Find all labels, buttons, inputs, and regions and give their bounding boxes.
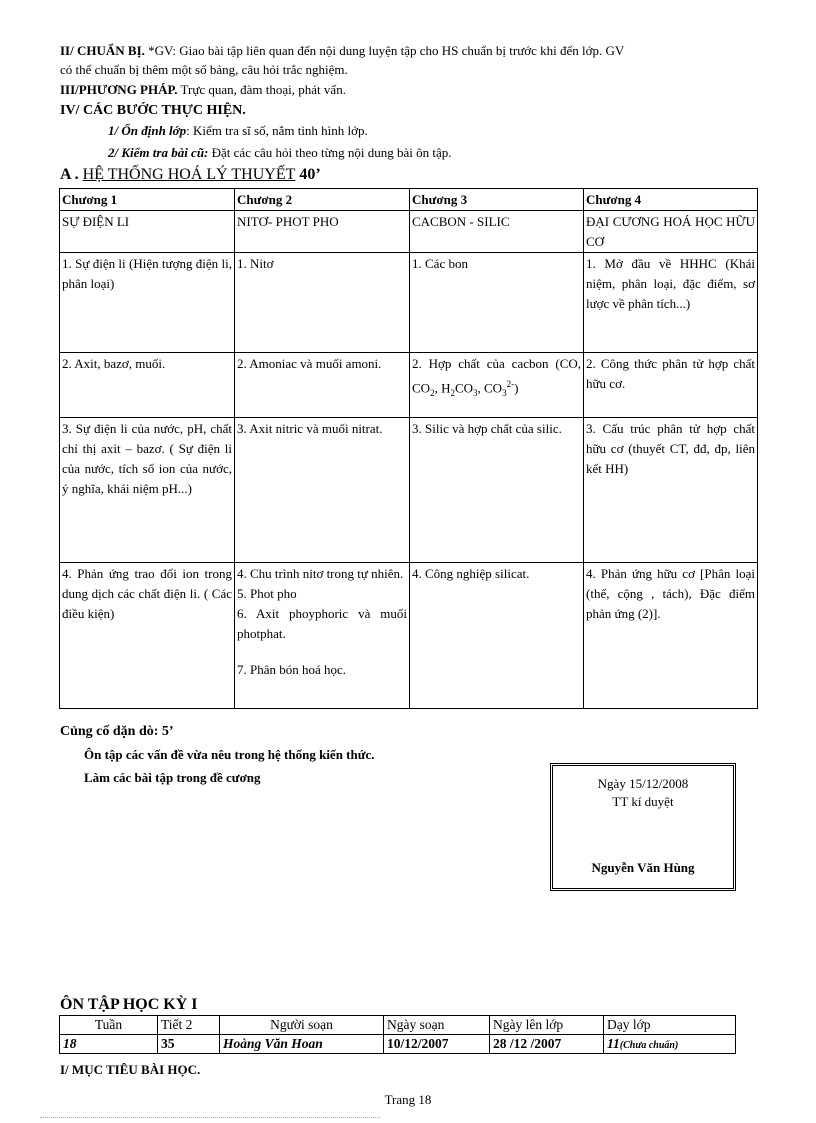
preparation-line-2: có thể chuẩn bị thêm một số bảng, câu hỏi trắc nghiệm. (60, 62, 348, 77)
column-header: Dạy lớp (604, 1016, 736, 1035)
closing-heading: Củng cố dặn dò: 5’ (60, 724, 174, 739)
class-value: 11(Chưa chuẩn) (604, 1035, 736, 1054)
chapter-row-2 (60, 353, 758, 418)
chapter-title: ĐẠI CƯƠNG HOÁ HỌC HỮU CƠ (584, 211, 758, 253)
preparation-text: *GV: Giao bài tập liên quan đến nội dung luyện tập cho HS chuẩn bị trước khi đến lớp. GV (144, 43, 625, 58)
chapter-row-4 (60, 563, 758, 709)
column-header: Tuần (60, 1016, 158, 1035)
divider (40, 1117, 380, 1118)
preparation-heading: II/ CHUẨN BỊ. (60, 43, 145, 58)
table-cell: 1. Nitơ (235, 253, 410, 353)
signature-date: Ngày 15/12/2008 (597, 776, 689, 791)
next-lesson-title: ÔN TẬP HỌC KỲ I (60, 996, 198, 1013)
chapter-header-row (60, 189, 758, 211)
chapter-title-row (60, 211, 758, 253)
step-2-text: Đặt các câu hỏi theo từng nội dung bài ôn tập. (208, 145, 452, 160)
column-header: Người soạn (220, 1016, 384, 1035)
step-1-heading: 1/ Ổn định lớp (108, 123, 187, 138)
chapter-table (59, 188, 758, 709)
table-cell: 2. Axit, bazơ, muối. (60, 353, 235, 418)
section-a-heading: A . HỆ THỐNG HOÁ LÝ THUYẾT 40’ (60, 166, 321, 183)
chapter-header: Chương 1 (60, 189, 235, 211)
lesson-info-table (59, 1015, 736, 1054)
table-cell: 2. Công thức phân tử hợp chất hữu cơ. (584, 353, 758, 418)
week-value: 18 (60, 1035, 158, 1054)
signature-name: Nguyễn Văn Hùng (591, 860, 695, 875)
chapter-row-3 (60, 418, 758, 563)
method-line (60, 82, 346, 98)
table-cell: 1. Sự điện li (Hiện tượng điện li, phân loại) (60, 253, 235, 353)
method-heading: III/PHƯƠNG PHÁP. (60, 82, 178, 97)
signature-role: TT kí duyệt (612, 794, 674, 809)
steps-heading: IV/ CÁC BƯỚC THỰC HIỆN. (60, 103, 246, 118)
signature-box (550, 763, 736, 891)
closing-item-1: Ôn tập các vấn đề vừa nêu trong hệ thống kiến thức. (84, 747, 375, 762)
chapter-header: Chương 4 (584, 189, 758, 211)
period-value: 35 (158, 1035, 220, 1054)
author-value: Hoàng Văn Hoan (220, 1035, 384, 1054)
table-cell: 1. Mở đầu về HHHC (Khái niệm, phân loại, đặc điểm, sơ lược về phân tích...) (584, 253, 758, 353)
lesson-info-header (60, 1016, 736, 1035)
chapter-header: Chương 3 (410, 189, 584, 211)
prep-date-value: 10/12/2007 (384, 1035, 490, 1054)
list-item: 4. Chu trình nitơ trong tự nhiên. (237, 566, 404, 581)
chapter-title: SỰ ĐIỆN LI (60, 211, 235, 253)
chapter-title: CACBON - SILIC (410, 211, 584, 253)
table-cell: 3. Silic và hợp chất của silic. (410, 418, 584, 563)
step-2-heading: 2/ Kiểm tra bài cũ: (108, 145, 209, 160)
closing-item-2: Làm các bài tập trong đề cương (84, 770, 261, 785)
lesson-info-values (60, 1035, 736, 1054)
column-header: Ngày soạn (384, 1016, 490, 1035)
section-a-title: HỆ THỐNG HOÁ LÝ THUYẾT (82, 166, 296, 183)
teach-date-value: 28 /12 /2007 (490, 1035, 604, 1054)
list-item: 5. Phot pho (237, 586, 297, 601)
table-cell: 4. Phản ứng trao đổi ion trong dung dịch các chất điện li. ( Các điều kiện) (60, 563, 235, 709)
table-cell: 4. Phản ứng hữu cơ [Phân loại (thế, cộng , tách), Đặc điểm phản ứng (2)]. (584, 563, 758, 709)
chapter-row-1 (60, 253, 758, 353)
page-footer: Trang 18 (384, 1092, 432, 1107)
list-item: 6. Axit phoyphoric và muối photphat. (237, 606, 407, 641)
step-1-line (108, 123, 368, 139)
table-cell: 1. Các bon (410, 253, 584, 353)
table-cell (235, 563, 410, 709)
table-cell: 2. Amoniac và muối amoni. (235, 353, 410, 418)
step-2-line (108, 145, 452, 161)
chapter-title: NITƠ- PHOT PHO (235, 211, 410, 253)
list-item: 7. Phân bón hoá học. (237, 662, 347, 677)
table-cell: 3. Cấu trúc phân tử hợp chất hữu cơ (thuyết CT, đđ, đp, liên kết HH) (584, 418, 758, 563)
method-text: Trực quan, đàm thoại, phát vấn. (177, 82, 346, 97)
objectives-heading: I/ MỤC TIÊU BÀI HỌC. (60, 1062, 201, 1077)
table-cell: 4. Công nghiệp silicat. (410, 563, 584, 709)
column-header: Ngày lên lớp (490, 1016, 604, 1035)
preparation-line (60, 43, 624, 59)
step-1-text: : Kiểm tra sĩ số, nắm tình hình lớp. (186, 123, 368, 138)
column-header: Tiết 2 (158, 1016, 220, 1035)
section-a-time: 40’ (295, 166, 321, 183)
table-cell: 2. Hợp chất của cacbon (CO, $CO_2$, $H_2CO_3$, $CO_3^{2-}$) (410, 353, 584, 418)
chapter-header: Chương 2 (235, 189, 410, 211)
table-cell: 3. Axit nitric và muối nitrat. (235, 418, 410, 563)
table-cell: 3. Sự điện li của nước, pH, chất chỉ thị axit – bazơ. ( Sự điện li của nước, tích số ion của nước, ý nghĩa, khái niệm pH...) (60, 418, 235, 563)
